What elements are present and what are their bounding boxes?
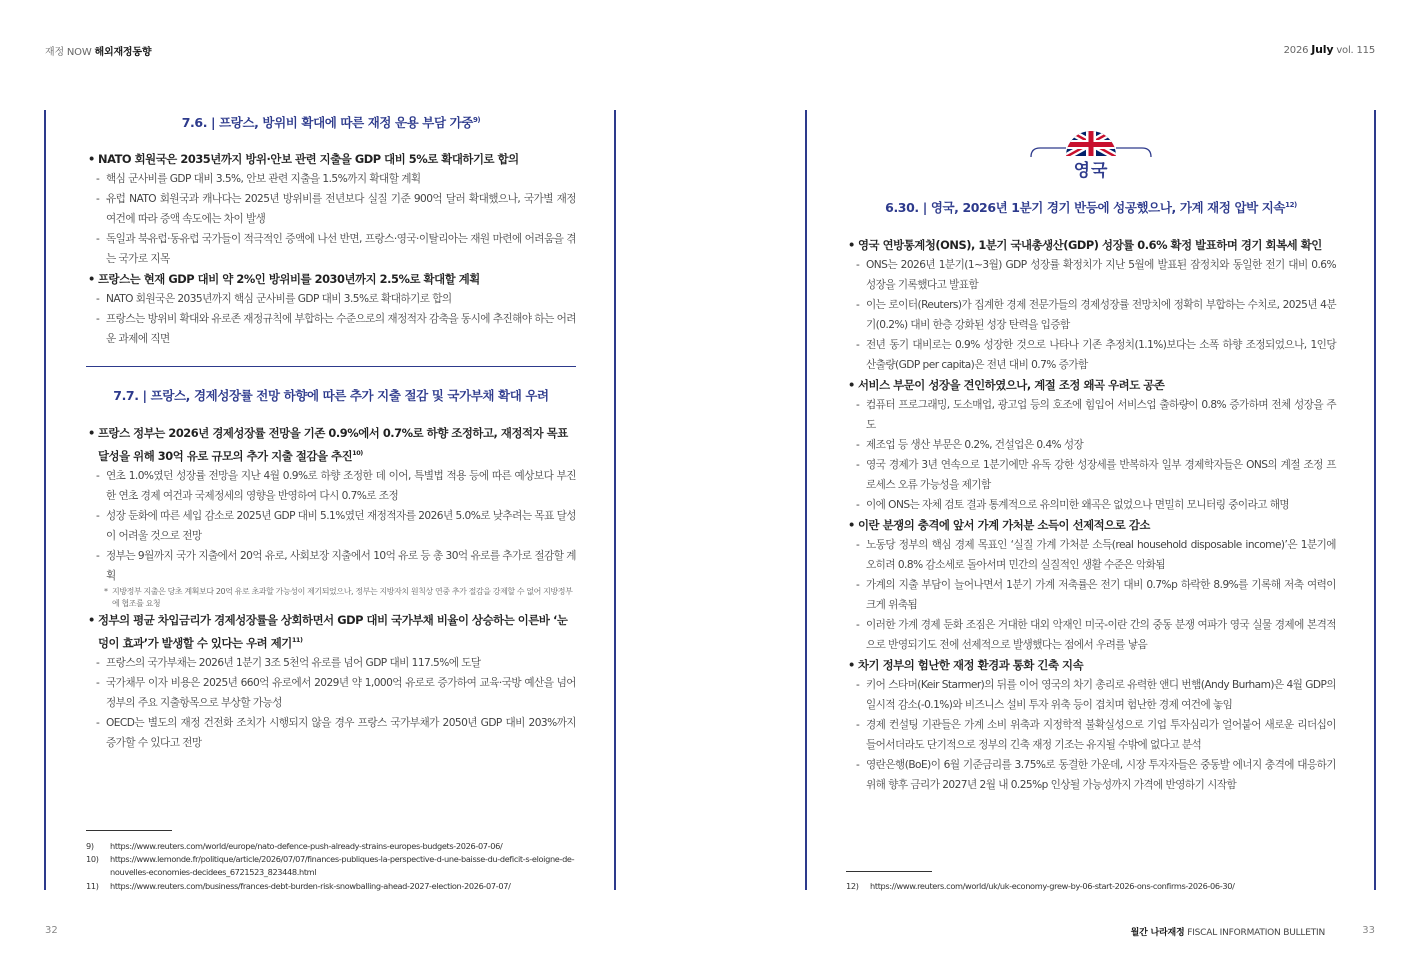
- bullet-sub: - 이는 로이터(Reuters)가 집계한 경제 전문가들의 경제성장률 전망치에 정확히 부합하는 수치로, 2025년 4분기(0.2%) 대비 한층 강화된 성장 탄력을 입증함: [846, 295, 1336, 335]
- bullet-sub: - 성장 둔화에 따른 세입 감소로 2025년 GDP 대비 5.1%였던 재정적자를 2026년 5.0%로 낮추려는 목표 달성이 어려울 것으로 전망: [86, 506, 576, 546]
- bullet-main: • 서비스 부문이 성장을 견인하였으나, 계절 조정 왜곡 우려도 공존: [846, 375, 1336, 395]
- footnote-ref: 9): [472, 115, 481, 124]
- left-page-left-rule: [44, 110, 46, 890]
- footnote-link[interactable]: https://www.reuters.com/world/europe/nato-defence-push-already-strains-europes-budgets-2026-07-06/: [110, 841, 503, 851]
- bullet-note: * 지방정부 지출은 당초 계획보다 20억 유로 초과할 가능성이 제기되었으나, 정부는 지방자치 원칙상 연중 추가 절감을 강제할 수 없어 지방정부에 협조를 요청: [86, 586, 576, 610]
- footnote-11: 11) https://www.reuters.com/business/frances-debt-burden-risk-snowballing-ahead-2027-election-2026-07-07/: [86, 880, 578, 893]
- bullet-main: • 차기 정부의 험난한 재정 환경과 통화 긴축 지속: [846, 655, 1336, 675]
- section-6-30-bullets: [846, 235, 1336, 795]
- left-page-section-2: [86, 386, 576, 753]
- section-title-6-30: 6.30. | 영국, 2026년 1분기 경기 반등에 성공했으나, 가계 재정 압박 지속$^{12)}$: [885, 200, 1297, 215]
- bullet-sub: - 프랑스의 국가부채는 2026년 1분기 3조 5천억 유로를 넘어 GDP 대비 117.5%에 도달: [86, 653, 576, 673]
- section-7-6-bullets: [86, 149, 576, 349]
- bullet-sub: - 영란은행(BoE)이 6월 기준금리를 3.75%로 동결한 가운데, 시장 투자자들은 중동발 에너지 충격에 대응하기 위해 향후 금리가 2027년 2월 내 0.25%p 인상될 가능성까지 가격에 반영하기 시작함: [846, 755, 1336, 795]
- bullet-sub: - 이러한 가계 경제 둔화 조짐은 거대한 대외 악재인 미국-이란 간의 중동 분쟁 여파가 영국 실물 경제에 본격적으로 반영되기도 전에 선제적으로 발생했다는 점에서 우려를 낳음: [846, 615, 1336, 655]
- bullet-sub: - 국가채무 이자 비용은 2025년 660억 유로에서 2029년 약 1,000억 유로로 증가하여 교육·국방 예산을 넘어 정부의 주요 지출항목으로 부상할 가능성: [86, 673, 576, 713]
- bullet-sub: - 가계의 지출 부담이 늘어나면서 1분기 가계 저축률은 전기 대비 0.7%p 하락한 8.9%를 기록해 저축 여력이 크게 위축됨: [846, 575, 1336, 615]
- bullet-sub: - 키어 스타머(Keir Starmer)의 뒤를 이어 영국의 차기 총리로 유력한 앤디 번햄(Andy Burham)은 4월 GDP의 일시적 감소(-0.1%)와 비즈니스 설비 투자 위축 등이 겹치며 험난한 경제 여건에 놓임: [846, 675, 1336, 715]
- running-header-left: [45, 43, 151, 58]
- footnote-link[interactable]: https://www.reuters.com/business/frances-debt-burden-risk-snowballing-ahead-2027-election-2026-07-07/: [110, 881, 511, 891]
- bullet-sub: - OECD는 별도의 재정 건전화 조치가 시행되지 않을 경우 프랑스 국가부채가 2050년 GDP 대비 203%까지 증가할 수 있다고 전망: [86, 713, 576, 753]
- country-name: 영국: [1073, 161, 1109, 181]
- bullet-sub: - 영국 경제가 3년 연속으로 1분기에만 유독 강한 성장세를 반복하자 일부 경제학자들은 ONS의 계절 조정 프로세스 오류 가능성을 제기함: [846, 455, 1336, 495]
- footnote-ref: 10): [352, 449, 363, 457]
- section-title-7-7: 7.7. | 프랑스, 경제성장률 전망 하향에 따른 추가 지출 절감 및 국가부채 확대 우려: [113, 388, 549, 403]
- bullet-sub: - 전년 동기 대비로는 0.9% 성장한 것으로 나타나 기존 추정치(1.1%)보다는 소폭 하향 조정되었으나, 1인당 산출량(GDP per capita)은 전년 대비 0.7% 증가함: [846, 335, 1336, 375]
- header-section-bold: 해외재정동향: [94, 47, 152, 58]
- page-number-right: 33: [1362, 925, 1375, 936]
- bullet-main: • 영국 연방통계청(ONS), 1분기 국내총생산(GDP) 성장률 0.6% 확정 발표하며 경기 회복세 확인: [846, 235, 1336, 255]
- footnote-12: 12) https://www.reuters.com/world/uk/uk-economy-grew-by-06-start-2026-ons-confirms-2026-06-30/: [846, 880, 1336, 893]
- header-volume: vol. 115: [1336, 45, 1375, 56]
- footnote-9: 9) https://www.reuters.com/world/europe/nato-defence-push-already-strains-europes-budgets-2026-07-06/: [86, 840, 578, 853]
- right-page-left-rule: [805, 110, 807, 890]
- bullet-sub: - 연초 1.0%였던 성장률 전망을 지난 4월 0.9%로 하향 조정한 데 이어, 특별법 적용 등에 따른 예상보다 부진한 연초 경제 여건과 국제정세의 영향을 반영하여 다시 0.7%로 조정: [86, 466, 576, 506]
- right-page-section-1: [846, 198, 1336, 795]
- bullet-sub: - 독일과 북유럽·동유럽 국가들이 적극적인 증액에 나선 반면, 프랑스·영국·이탈리아는 재원 마련에 어려움을 겪는 국가로 지목: [86, 229, 576, 269]
- uk-flag-icon: [1026, 108, 1156, 160]
- left-page-section-1: [86, 113, 576, 349]
- section-7-7-bullets: [86, 423, 576, 753]
- bullet-sub: - 프랑스는 방위비 확대와 유로존 재정규칙에 부합하는 수준으로의 재정적자 감축을 동시에 추진해야 하는 어려운 과제에 직면: [86, 309, 576, 349]
- footnote-ref: 12): [1285, 200, 1297, 209]
- bullet-sub: - NATO 회원국은 2035년까지 핵심 군사비를 GDP 대비 3.5%로 확대하기로 합의: [86, 289, 576, 309]
- footnote-link[interactable]: https://www.lemonde.fr/politique/article/2026/07/07/finances-publiques-la-perspective-d-une-baisse-du-deficit-s-eloigne-de-nouvelles-economies-decidees_6721523_823448.html: [110, 854, 575, 877]
- footnote-rule: [846, 871, 932, 872]
- left-page-right-rule: [614, 110, 616, 890]
- publication-name: 월간 나라재정: [1130, 928, 1185, 938]
- bullet-sub: - 노동당 정부의 핵심 경제 목표인 ‘실질 가계 가처분 소득(real household disposable income)’은 1분기에 오히려 0.8% 감소세로 돌아서며 민간의 실질적인 생활 수준은 악화됨: [846, 535, 1336, 575]
- header-month: July: [1311, 43, 1334, 56]
- page-number-left: 32: [45, 925, 58, 936]
- section-title-7-6: 7.6. | 프랑스, 방위비 확대에 따른 재정 운용 부담 가중$^{9)}$: [181, 115, 481, 130]
- bullet-sub: - 핵심 군사비를 GDP 대비 3.5%, 안보 관련 지출을 1.5%까지 확대할 계획: [86, 169, 576, 189]
- bullet-sub: - 경제 컨설팅 기관들은 가계 소비 위축과 지정학적 불확실성으로 기업 투자심리가 얼어붙어 새로운 리더십이 들어서더라도 단기적으로 정부의 긴축 재정 기조는 유지될 수밖에 없다고 분석: [846, 715, 1336, 755]
- footnote-ref: 11): [291, 635, 303, 644]
- bullet-sub: - 유럽 NATO 회원국과 캐나다는 2025년 방위비를 전년보다 실질 기준 900억 달러 확대했으나, 국가별 재정 여건에 따라 증액 속도에는 차이 발생: [86, 189, 576, 229]
- footnote-rule: [86, 830, 172, 831]
- right-page-right-rule: [1374, 110, 1376, 890]
- running-header-right: [1284, 43, 1375, 56]
- bullet-main: • 정부의 평균 차입금리가 경제성장률을 상회하면서 GDP 대비 국가부채 비율이 상승하는 이른바 ‘눈덩이 효과’가 발생할 수 있다는 우려 제기$^{11)}$: [86, 610, 576, 653]
- publication-subtitle: FISCAL INFORMATION BULLETIN: [1187, 928, 1325, 938]
- bullet-main: • 프랑스 정부는 2026년 경제성장률 전망을 기존 0.9%에서 0.7%로 하향 조정하고, 재정적자 목표 달성을 위해 30억 유로 규모의 추가 지출 절감을 추진$^{10)}$: [86, 423, 576, 466]
- section-divider: [86, 366, 576, 367]
- country-badge: [1026, 108, 1156, 183]
- bullet-sub: - 정부는 9월까지 국가 지출에서 20억 유로, 사회보장 지출에서 10억 유로 등 총 30억 유로를 추가로 절감할 계획: [86, 546, 576, 586]
- footnote-10: 10) https://www.lemonde.fr/politique/article/2026/07/07/finances-publiques-la-perspective-d-une-baisse-du-deficit-s-eloigne-de-nouvelles-economies-decidees_6721523_823448.html: [86, 853, 578, 879]
- header-year: 2026: [1283, 45, 1309, 56]
- publication-footer: [1131, 925, 1325, 938]
- footnote-link[interactable]: https://www.reuters.com/world/uk/uk-economy-grew-by-06-start-2026-ons-confirms-2026-06-30/: [870, 881, 1235, 891]
- bullet-main: • NATO 회원국은 2035년까지 방위·안보 관련 지출을 GDP 대비 5%로 확대하기로 합의: [86, 149, 576, 169]
- bullet-sub: - 이에 ONS는 자체 검토 결과 통계적으로 유의미한 왜곡은 없었으나 면밀히 모니터링 중이라고 해명: [846, 495, 1336, 515]
- bullet-main: • 이란 분쟁의 충격에 앞서 가계 가처분 소득이 선제적으로 감소: [846, 515, 1336, 535]
- header-section-label: 재정 NOW: [45, 47, 92, 58]
- bullet-sub: - ONS는 2026년 1분기(1~3월) GDP 성장률 확정치가 지난 5월에 발표된 잠정치와 동일한 전기 대비 0.6% 성장을 기록했다고 발표함: [846, 255, 1336, 295]
- bullet-sub: - 컴퓨터 프로그래밍, 도소매업, 광고업 등의 호조에 힘입어 서비스업 출하량이 0.8% 증가하며 전체 성장을 주도: [846, 395, 1336, 435]
- bullet-sub: - 제조업 등 생산 부문은 0.2%, 건설업은 0.4% 성장: [846, 435, 1336, 455]
- bullet-main: • 프랑스는 현재 GDP 대비 약 2%인 방위비를 2030년까지 2.5%로 확대할 계획: [86, 269, 576, 289]
